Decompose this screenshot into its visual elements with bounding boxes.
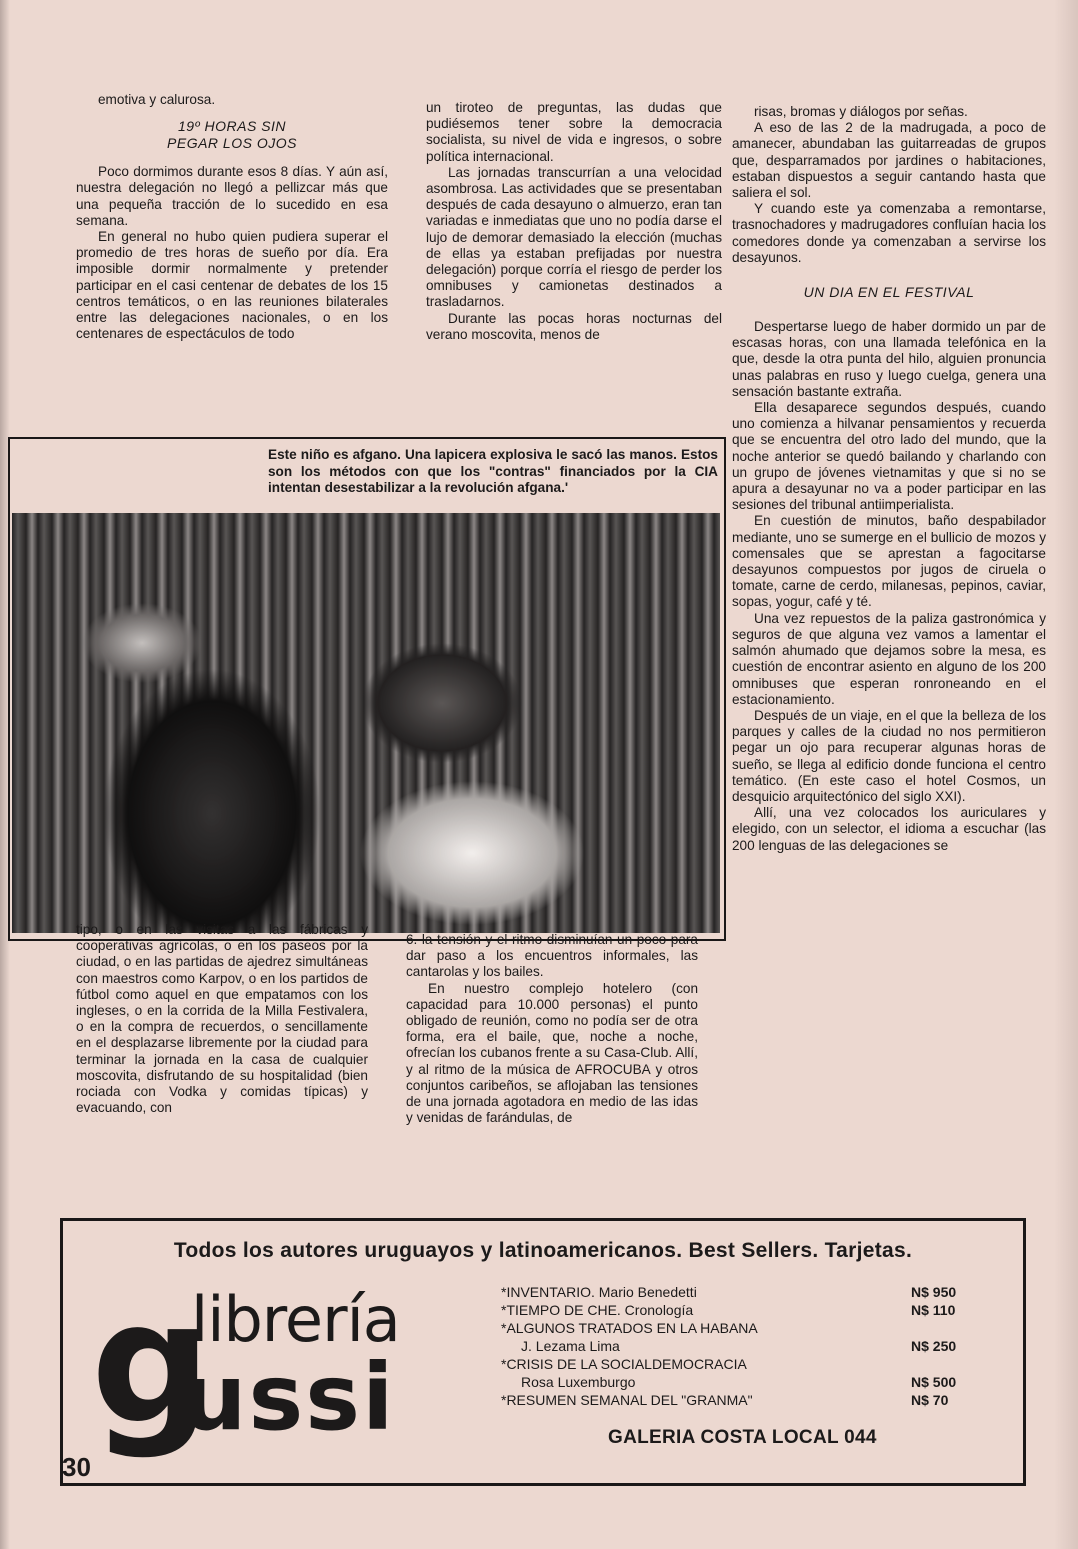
book-row — [501, 1301, 971, 1319]
book-title: *INVENTARIO. Mario Benedetti — [501, 1284, 697, 1300]
photo-caption: Este niño es afgano. Una lapicera explosiva le sacó las manos. Estos son los métodos con que los "contras" financiados por la CIA intentan desestabilizar a la revolución afgana.' — [268, 447, 718, 495]
book-price: N$ 250 — [911, 1338, 957, 1354]
logo-word-libreria: librería — [191, 1283, 400, 1356]
book-list — [501, 1283, 971, 1409]
ad-address: GALERIA COSTA LOCAL 044 — [608, 1427, 877, 1448]
paragraph: tipo, o en las visitas a las fábricas y cooperativas agrícolas, o en los paseos por la ciudad, o en las partidas de ajedrez simultáneas con maestros como Karpov, o en los partidos de fútbol como aquel en que empatamos con los ingleses, o en la corrida de la Milla Festivalera, o en la compra de recuerdos, o sencillamente en el desplazarse libremente por la ciudad para terminar la jornada en la casa de cualquier moscovita, disfrutando de su hospitalidad (bien rociada con Vodka y comidas típicas) y evacuando, con — [76, 922, 368, 1116]
paragraph: Las jornadas transcurrían a una velocidad asombrosa. Las actividades que se presentaban después de cada desayuno o almuerzo, eran tan variadas e inmediatas que uno no podía darse el lujo de demorar demasiado la elección (muchas de ellas ya estaban prefijadas por nuestra delegación) porque corría el riesgo de perder los omnibuses y camionetas destinados a trasladarnos. — [426, 164, 722, 310]
paragraph: un tiroteo de preguntas, las dudas que pudiésemos tener sobre la democracia socialista, su nivel de vida e ingresos, o sobre política internacional. — [426, 100, 722, 164]
column-1-top — [76, 92, 388, 342]
book-title: *ALGUNOS TRATADOS EN LA HABANA — [501, 1320, 758, 1336]
logo-letter-g: g — [91, 1265, 208, 1461]
book-row — [501, 1283, 971, 1301]
paragraph: emotiva y calurosa. — [98, 92, 216, 107]
ad-headline: Todos los autores uruguayos y latinoamericanos. Best Sellers. Tarjetas. — [173, 1239, 913, 1262]
paragraph: Durante las pocas horas nocturnas del verano moscovita, menos de — [426, 310, 722, 342]
paragraph: 6. la tensión y el ritmo disminuían un poco para dar paso a los encuentros informales, las cantarolas y los bailes. — [406, 932, 698, 980]
paragraph: En general no hubo quien pudiera superar el promedio de tres horas de sueño por día. Era imposible dormir normalmente y pretender participar en el casi centenar de debates de los 15 centros temáticos, o en las reuniones bilaterales entre las delegaciones nacionales, o en los centenares de espectáculos de todo — [76, 229, 388, 342]
paragraph: Y cuando este ya comenzaba a remontarse, trasnochadores y madrugadores confluían hacia los comedores donde ya comenzaban a servirse los desayunos. — [732, 201, 1046, 265]
paragraph: En nuestro complejo hotelero (con capacidad para 10.000 personas) el punto obligado de reunión, como no podía ser de otra forma, era el baile, que, noche a noche, ofrecían los cubanos frente a su Casa-Club. Allí, y al ritmo de la música de AFROCUBA y otros conjuntos caribeños, se aflojaban las tensiones de una jornada agotadora en medio de las idas y venidas de farándulas, de — [406, 980, 698, 1126]
column-1-bottom — [76, 922, 368, 1116]
photo-box — [8, 437, 726, 941]
book-row — [501, 1355, 971, 1373]
paragraph: Allí, una vez colocados los auriculares y elegido, con un selector, el idioma a escuchar (las 200 lenguas de las delegaciones se — [732, 805, 1046, 853]
book-author: J. Lezama Lima — [521, 1338, 620, 1354]
book-price: N$ 950 — [911, 1284, 957, 1300]
paragraph: Despertarse luego de haber dormido un par de escasas horas, con una llamada telefónica en la que, desde la otra punta del hilo, alguien pronuncia unas palabras en ruso y luego cuelga, genera una sensación bastante extraña. — [732, 319, 1046, 399]
column-2-bottom — [406, 932, 698, 1126]
paragraph: En cuestión de minutos, baño despabilador mediante, uno se sumerge en el bullicio de mozos y comensales que se aprestan a fagocitarse desayunos compuestos por jugos de ciruela o tomate, carne de cerdo, milanesas, pepinos, caviar, sopas, yogur, café y té. — [732, 513, 1046, 610]
page-gutter-right — [1054, 0, 1078, 1549]
book-title: *RESUMEN SEMANAL DEL "GRANMA" — [501, 1392, 753, 1408]
book-row — [501, 1319, 971, 1337]
photo-afghan-child — [12, 513, 720, 933]
bookstore-ad — [60, 1218, 1026, 1486]
logo-word-ussi: ussi — [181, 1344, 396, 1451]
book-price: N$ 500 — [911, 1374, 957, 1390]
paragraph: Una vez repuestos de la paliza gastronómica y seguros de que alguna vez vamos a lamentar el salmón ahumado que dejamos sobre la mesa, es cuestión de encontrar asiento en alguno de los 200 omnibuses que esperan ronroneando en el estacionamiento. — [732, 610, 1046, 707]
paragraph: Ella desaparece segundos después, cuando uno comienza a hilvanar pensamientos y recuerda que se encuentra del otro lado del mundo, que la noche anterior se quedó bailando y charlando con un grupo de jóvenes vietnamitas y que si no se apura a desayunar no va a poder participar en las sesiones del tribunal antiimperialista. — [732, 400, 1046, 513]
paragraph: A eso de las 2 de la madrugada, a poco de amanecer, abundaban las guitarreadas de grupos que, desparramados por jardines o habitaciones, estaban dispuestos a seguir cantando hasta que saliera el sol. — [732, 120, 1046, 201]
column-2-top — [426, 100, 722, 343]
book-row — [501, 1391, 971, 1409]
book-title: *CRISIS DE LA SOCIALDEMOCRACIA — [501, 1356, 747, 1372]
column-3 — [732, 104, 1046, 854]
book-price: N$ 110 — [911, 1302, 956, 1318]
paragraph: Poco dormimos durante esos 8 días. Y aún así, nuestra delegación no llegó a pellizcar más que una pequeña tracción de lo sucedido en esa semana. — [76, 164, 388, 228]
book-price: N$ 70 — [911, 1392, 949, 1408]
book-row — [501, 1337, 971, 1355]
book-author: Rosa Luxemburgo — [521, 1374, 636, 1390]
book-title: *TIEMPO DE CHE. Cronología — [501, 1302, 694, 1318]
paragraph: Después de un viaje, en el que la belleza de los parques y calles de la ciudad no nos permitieron pegar un ojo para recuperar algunas horas de sueño, se llega al edificio donde funciona el centro temático. (En este caso el hotel Cosmos, un desquicio arquitectónico del siglo XXI). — [732, 707, 1046, 804]
paragraph: risas, bromas y diálogos por señas. — [754, 104, 968, 119]
page-number: 30 — [62, 1452, 91, 1482]
book-row — [501, 1373, 971, 1391]
section-subhead: UN DIA EN EL FESTIVAL — [803, 284, 975, 301]
section-subhead: 19º HORAS SIN PEGAR LOS OJOS — [167, 118, 297, 152]
